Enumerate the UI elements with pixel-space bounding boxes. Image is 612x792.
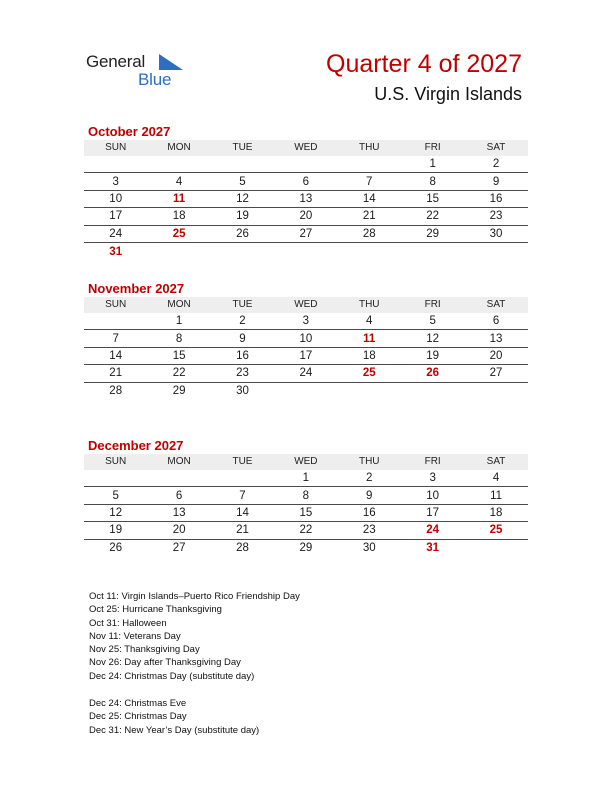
date-cell: 9 <box>492 175 500 188</box>
date-cell: 2 <box>239 315 246 328</box>
weekday-label: MON <box>167 456 191 467</box>
date-cell: 24 <box>299 367 313 380</box>
date-cell: 20 <box>299 210 313 223</box>
date-cell: 10 <box>426 489 440 502</box>
month-grid <box>84 156 528 260</box>
logo-general-text: General <box>86 52 146 71</box>
date-cell: 6 <box>302 175 310 188</box>
date-cell: 12 <box>236 192 249 205</box>
weekday-label: WED <box>294 299 318 310</box>
week-row <box>84 522 528 539</box>
month-title: November 2027 <box>88 281 185 296</box>
date-cell: 9 <box>366 489 373 502</box>
holiday-entry: Nov 25: Thanksgiving Day <box>89 644 200 656</box>
date-cell: 12 <box>109 506 123 519</box>
weekday-label: FRI <box>424 299 441 310</box>
weekday-label: THU <box>358 299 380 310</box>
date-cell: 15 <box>172 349 186 362</box>
date-cell: 3 <box>112 175 119 188</box>
holiday-spacer <box>89 683 300 697</box>
date-cell: 28 <box>236 542 249 555</box>
week-row <box>84 540 528 557</box>
date-cell: 18 <box>172 210 186 223</box>
date-cell: 8 <box>429 175 436 188</box>
weekday-label: WED <box>294 456 318 467</box>
month-title: October 2027 <box>88 124 171 139</box>
date-cell: 30 <box>362 542 376 555</box>
page-subtitle: U.S. Virgin Islands <box>374 84 522 104</box>
date-cell: 18 <box>489 506 503 519</box>
date-cell: 15 <box>299 506 313 519</box>
date-cell: 11 <box>490 489 503 502</box>
date-cell: 14 <box>236 506 249 519</box>
weekday-label: TUE <box>232 456 253 467</box>
weekday-header <box>84 140 528 156</box>
holiday-entry: Dec 25: Christmas Day <box>89 711 187 723</box>
date-cell: 7 <box>366 175 373 188</box>
date-cell: 28 <box>362 227 376 240</box>
date-cell: 16 <box>236 349 249 362</box>
date-cell: 29 <box>426 227 440 240</box>
month-october <box>84 123 528 260</box>
date-cell: 19 <box>109 524 123 537</box>
date-cell: 3 <box>429 472 436 485</box>
date-cell: 5 <box>112 489 119 502</box>
week-row <box>84 208 528 225</box>
weekday-label: TUE <box>232 142 253 153</box>
date-cell: 21 <box>362 210 376 223</box>
logo-triangle-icon <box>159 54 183 70</box>
holiday-entry: Dec 24: Christmas Day (substitute day) <box>89 670 255 682</box>
date-cell: 10 <box>299 332 313 345</box>
date-cell: 29 <box>299 542 313 555</box>
month-november <box>84 280 528 400</box>
date-cell: 17 <box>426 506 440 519</box>
month-december <box>84 437 528 557</box>
week-row <box>84 313 528 330</box>
date-cell: 14 <box>362 192 376 205</box>
date-cell: 22 <box>426 210 440 223</box>
holiday-entry: Oct 11: Virgin Islands–Puerto Rico Friendship Day <box>89 591 300 602</box>
week-row <box>84 383 528 400</box>
weekday-label: THU <box>358 456 380 467</box>
holiday-date-cell: 11 <box>363 332 376 345</box>
holiday-entry: Nov 11: Veterans Day <box>89 630 181 642</box>
date-cell: 17 <box>109 210 123 223</box>
date-cell: 20 <box>172 524 186 537</box>
date-cell: 27 <box>172 542 186 555</box>
month-grid <box>84 313 528 400</box>
date-cell: 19 <box>426 349 440 362</box>
date-cell: 4 <box>492 472 500 485</box>
date-cell: 22 <box>172 367 186 380</box>
holiday-date-cell: 25 <box>172 227 186 240</box>
date-cell: 16 <box>362 506 376 519</box>
date-cell: 4 <box>366 315 373 328</box>
week-row <box>84 226 528 243</box>
date-cell: 5 <box>239 175 246 188</box>
date-cell: 9 <box>239 332 246 345</box>
weekday-label: THU <box>358 142 380 153</box>
date-cell: 23 <box>362 524 376 537</box>
holiday-date-cell: 26 <box>426 367 440 380</box>
week-row <box>84 365 528 382</box>
holiday-date-cell: 24 <box>426 524 440 537</box>
month-grid <box>84 470 528 557</box>
holiday-date-cell: 31 <box>426 542 440 555</box>
date-cell: 22 <box>299 524 313 537</box>
date-cell: 20 <box>489 349 503 362</box>
holiday-date-cell: 25 <box>362 367 376 380</box>
weekday-label: MON <box>167 299 191 310</box>
week-row <box>84 156 528 173</box>
week-row <box>84 505 528 522</box>
date-cell: 13 <box>489 332 503 345</box>
weekday-label: MON <box>167 142 191 153</box>
date-cell: 27 <box>489 367 503 380</box>
date-cell: 16 <box>489 192 503 205</box>
week-row <box>84 191 528 208</box>
date-cell: 13 <box>172 506 186 519</box>
holiday-date-cell: 11 <box>173 192 186 205</box>
weekday-label: SAT <box>486 299 506 310</box>
month-title: December 2027 <box>88 438 184 453</box>
date-cell: 30 <box>236 385 249 398</box>
date-cell: 26 <box>236 227 249 240</box>
week-row <box>84 487 528 504</box>
weekday-label: FRI <box>424 456 441 467</box>
date-cell: 3 <box>302 315 310 328</box>
date-cell: 15 <box>426 192 440 205</box>
weekday-label: SUN <box>105 456 127 467</box>
date-cell: 23 <box>236 367 249 380</box>
date-cell: 4 <box>175 175 183 188</box>
date-cell: 8 <box>175 332 183 345</box>
date-cell: 29 <box>172 385 186 398</box>
date-cell: 7 <box>112 332 119 345</box>
date-cell: 1 <box>429 158 436 171</box>
date-cell: 10 <box>109 192 123 205</box>
date-cell: 6 <box>492 315 500 328</box>
week-row <box>84 470 528 487</box>
holiday-entry: Dec 31: New Year’s Day (substitute day) <box>89 724 260 736</box>
holiday-entry: Dec 24: Christmas Eve <box>89 698 187 710</box>
weekday-label: SUN <box>105 299 127 310</box>
weekday-label: FRI <box>424 142 441 153</box>
holiday-list <box>89 590 300 737</box>
date-cell: 8 <box>302 489 310 502</box>
date-cell: 1 <box>302 472 310 485</box>
weekday-label: SUN <box>105 142 127 153</box>
date-cell: 30 <box>489 227 503 240</box>
weekday-header <box>84 297 528 313</box>
page-title: Quarter 4 of 2027 <box>326 50 522 78</box>
date-cell: 23 <box>489 210 503 223</box>
date-cell: 19 <box>236 210 249 223</box>
week-row <box>84 330 528 347</box>
date-cell: 26 <box>109 542 123 555</box>
week-row <box>84 348 528 365</box>
date-cell: 17 <box>299 349 313 362</box>
weekday-label: WED <box>294 142 318 153</box>
holiday-entry: Oct 31: Halloween <box>89 617 167 629</box>
date-cell: 21 <box>109 367 123 380</box>
date-cell: 21 <box>236 524 249 537</box>
date-cell: 28 <box>109 385 123 398</box>
weekday-header <box>84 454 528 470</box>
date-cell: 2 <box>366 472 373 485</box>
date-cell: 7 <box>239 489 246 502</box>
date-cell: 5 <box>429 315 436 328</box>
holiday-date-cell: 31 <box>109 245 123 258</box>
date-cell: 1 <box>175 315 183 328</box>
generalblue-logo <box>86 52 196 92</box>
holiday-entry: Oct 25: Hurricane Thanksgiving <box>89 604 222 616</box>
date-cell: 12 <box>426 332 440 345</box>
holiday-entry: Nov 26: Day after Thanksgiving Day <box>89 657 241 669</box>
weekday-label: SAT <box>486 142 506 153</box>
date-cell: 18 <box>362 349 376 362</box>
date-cell: 2 <box>492 158 500 171</box>
date-cell: 24 <box>109 227 123 240</box>
date-cell: 6 <box>175 489 183 502</box>
week-row <box>84 243 528 260</box>
week-row <box>84 173 528 190</box>
date-cell: 13 <box>299 192 313 205</box>
weekday-label: TUE <box>232 299 253 310</box>
weekday-label: SAT <box>486 456 506 467</box>
holiday-date-cell: 25 <box>489 524 503 537</box>
date-cell: 14 <box>109 349 123 362</box>
date-cell: 27 <box>299 227 313 240</box>
logo-blue-text: Blue <box>138 70 172 89</box>
